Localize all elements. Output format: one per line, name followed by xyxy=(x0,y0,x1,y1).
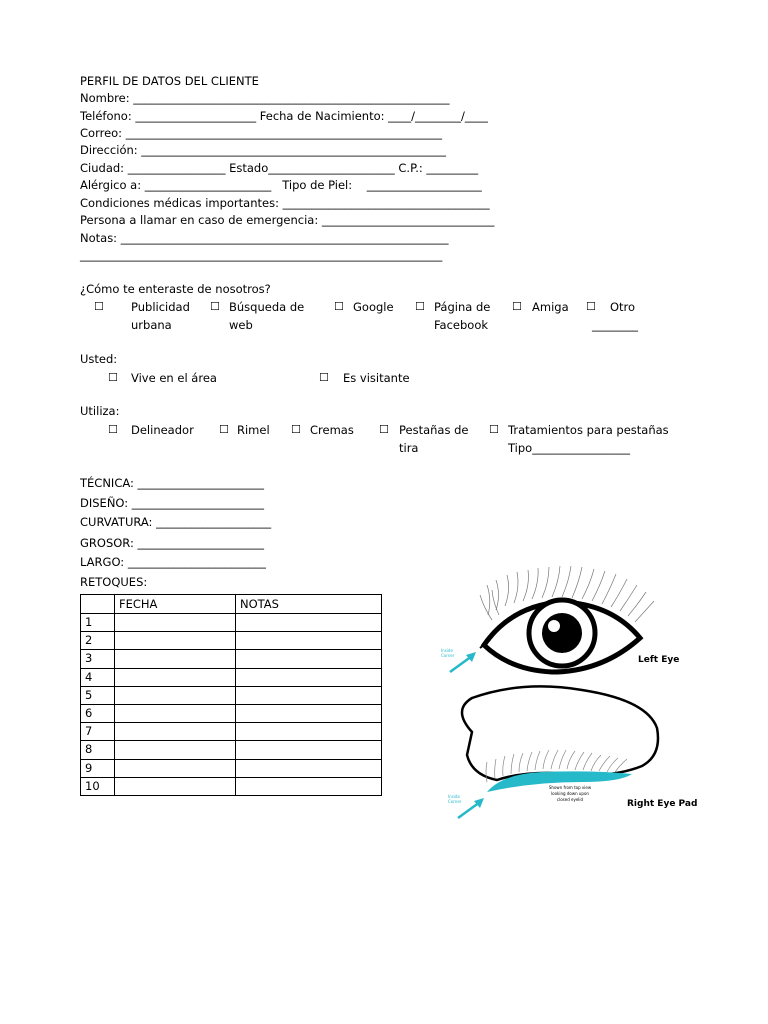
table-header-fecha: FECHA xyxy=(115,595,236,614)
ciudad-estado-cp-field[interactable]: Ciudad: _________________ Estado______________________ C.P.: _________ xyxy=(80,161,479,175)
utiliza-label: Utiliza: xyxy=(80,404,120,418)
option-pestanas-line1: Pestañas de xyxy=(399,423,469,437)
tecnica-field[interactable]: TÉCNICA: ______________________ xyxy=(80,476,265,490)
option-busqueda-line1: Búsqueda de xyxy=(229,300,305,314)
option-cremas xyxy=(310,421,354,439)
checkbox-amiga[interactable]: ☐ xyxy=(512,300,522,313)
table-row xyxy=(81,668,382,686)
option-publicidad-line2: urbana xyxy=(131,318,172,332)
row-number: 7 xyxy=(81,723,115,741)
correo-field[interactable]: Correo: _______________________________________________________ xyxy=(80,126,442,140)
notas-field[interactable]: Notas: _________________________________________________________ xyxy=(80,231,449,245)
row-number: 3 xyxy=(81,650,115,668)
fecha-cell[interactable] xyxy=(115,668,236,686)
table-row xyxy=(81,614,382,632)
how-heard-question: ¿Cómo te enteraste de nosotros? xyxy=(80,282,271,296)
row-number: 10 xyxy=(81,777,115,795)
option-google-line1: Google xyxy=(353,300,394,314)
option-tratamientos xyxy=(508,421,669,457)
option-tratamientos-line2[interactable]: Tipo_________________ xyxy=(508,441,630,455)
largo-field[interactable]: LARGO: ________________________ xyxy=(80,555,266,569)
alergico-tipo-piel-field[interactable]: Alérgico a: ______________________ Tipo de Piel: ____________________ xyxy=(80,178,482,192)
table-header-notas: NOTAS xyxy=(236,595,382,614)
option-amiga xyxy=(532,298,569,316)
notas-cell[interactable] xyxy=(236,704,382,722)
notas-cell[interactable] xyxy=(236,741,382,759)
option-otro-line2[interactable]: ________ xyxy=(592,318,638,332)
diseno-field[interactable]: DISEÑO: _______________________ xyxy=(80,496,265,510)
top-view-note-2: looking down upon xyxy=(551,791,589,796)
option-publicidad-line1: Publicidad xyxy=(131,300,190,314)
option-google xyxy=(353,298,394,316)
row-number: 4 xyxy=(81,668,115,686)
checkbox-busqueda-web[interactable]: ☐ xyxy=(210,300,220,313)
condiciones-medicas-field[interactable]: Condiciones médicas importantes: ____________________________________ xyxy=(80,196,490,210)
inside-corner-label-top-1: Inside xyxy=(441,648,453,653)
curvatura-field[interactable]: CURVATURA: ____________________ xyxy=(80,515,272,529)
fecha-cell[interactable] xyxy=(115,723,236,741)
option-facebook xyxy=(434,298,490,334)
top-view-note-3: closed eyelid xyxy=(556,797,584,802)
checkbox-publicidad[interactable]: ☐ xyxy=(94,300,104,313)
inside-corner-label-bottom-1: Inside xyxy=(448,794,460,799)
table-header-num xyxy=(81,595,115,614)
option-visitante: Es visitante xyxy=(343,371,410,385)
option-publicidad xyxy=(131,298,190,334)
table-header-row xyxy=(81,595,382,614)
option-facebook-line1: Página de xyxy=(434,300,491,314)
option-rimel xyxy=(237,421,270,439)
top-view-note-1: Shown from top view xyxy=(548,785,592,790)
notas-cell[interactable] xyxy=(236,632,382,650)
checkbox-cremas[interactable]: ☐ xyxy=(291,423,301,436)
notas-cell[interactable] xyxy=(236,668,382,686)
option-otro-line1: Otro xyxy=(610,300,636,314)
option-rimel-line1: Rimel xyxy=(237,423,270,437)
checkbox-pestanas-tira[interactable]: ☐ xyxy=(379,423,389,436)
option-delineador xyxy=(131,421,194,439)
telefono-fecha-field[interactable]: Teléfono: _____________________ Fecha de Nacimiento: ____/________/____ xyxy=(80,109,488,123)
table-row xyxy=(81,632,382,650)
contacto-emergencia-field[interactable]: Persona a llamar en caso de emergencia: ______________________________ xyxy=(80,213,495,227)
option-cremas-line1: Cremas xyxy=(310,423,354,437)
row-number: 5 xyxy=(81,686,115,704)
fecha-cell[interactable] xyxy=(115,650,236,668)
row-number: 1 xyxy=(81,614,115,632)
checkbox-facebook[interactable]: ☐ xyxy=(415,300,425,313)
row-number: 2 xyxy=(81,632,115,650)
notas-cell[interactable] xyxy=(236,650,382,668)
right-eye-pad-label: Right Eye Pad xyxy=(627,799,698,809)
option-facebook-line2: Facebook xyxy=(434,318,489,332)
option-delineador-line1: Delineador xyxy=(131,423,194,437)
table-row xyxy=(81,777,382,795)
fecha-cell[interactable] xyxy=(115,614,236,632)
option-busqueda-line2: web xyxy=(229,318,253,332)
fecha-cell[interactable] xyxy=(115,741,236,759)
row-number: 6 xyxy=(81,704,115,722)
fecha-cell[interactable] xyxy=(115,759,236,777)
retoques-table xyxy=(80,594,382,796)
notas-extra-line[interactable]: _______________________________________________________________ xyxy=(80,248,443,262)
notas-cell[interactable] xyxy=(236,777,382,795)
checkbox-rimel[interactable]: ☐ xyxy=(219,423,229,436)
option-pestanas-tira xyxy=(399,421,469,457)
table-row xyxy=(81,759,382,777)
fecha-cell[interactable] xyxy=(115,686,236,704)
notas-cell[interactable] xyxy=(236,686,382,704)
option-tratamientos-line1: Tratamientos para pestañas xyxy=(508,423,669,437)
retoques-label: RETOQUES: xyxy=(80,575,148,589)
inside-corner-label-bottom-2: Corner xyxy=(448,799,462,804)
table-row xyxy=(81,704,382,722)
table-row xyxy=(81,686,382,704)
table-row xyxy=(81,723,382,741)
row-number: 9 xyxy=(81,759,115,777)
left-eye-pupil xyxy=(542,613,582,653)
nombre-field[interactable]: Nombre: _______________________________________________________ xyxy=(80,91,450,105)
arrow-icon xyxy=(458,798,484,818)
option-amiga-line1: Amiga xyxy=(532,300,569,314)
checkbox-tratamientos[interactable]: ☐ xyxy=(489,423,499,436)
fecha-cell[interactable] xyxy=(115,632,236,650)
option-otro xyxy=(592,298,638,334)
checkbox-otro[interactable]: ☐ xyxy=(586,300,596,313)
option-pestanas-line2: tira xyxy=(399,441,419,455)
notas-cell[interactable] xyxy=(236,759,382,777)
table-row xyxy=(81,650,382,668)
notas-cell[interactable] xyxy=(236,614,382,632)
option-busqueda-web xyxy=(229,298,304,334)
direccion-field[interactable]: Dirección: _____________________________________________________ xyxy=(80,143,447,157)
usted-label: Usted: xyxy=(80,352,118,366)
option-vive-area: Vive en el área xyxy=(131,371,217,385)
row-number: 8 xyxy=(81,741,115,759)
checkbox-google[interactable]: ☐ xyxy=(334,300,344,313)
checkbox-delineador[interactable]: ☐ xyxy=(108,423,118,436)
checkbox-vive-area[interactable]: ☐ xyxy=(108,371,118,384)
inside-corner-label-top-2: Corner xyxy=(441,653,455,658)
notas-cell[interactable] xyxy=(236,723,382,741)
form-title: PERFIL DE DATOS DEL CLIENTE xyxy=(80,74,259,88)
grosor-field[interactable]: GROSOR: ______________________ xyxy=(80,536,264,550)
checkbox-visitante[interactable]: ☐ xyxy=(319,371,329,384)
table-row xyxy=(81,741,382,759)
left-eye-label: Left Eye xyxy=(638,655,680,665)
eye-illustration xyxy=(432,560,698,824)
fecha-cell[interactable] xyxy=(115,777,236,795)
fecha-cell[interactable] xyxy=(115,704,236,722)
